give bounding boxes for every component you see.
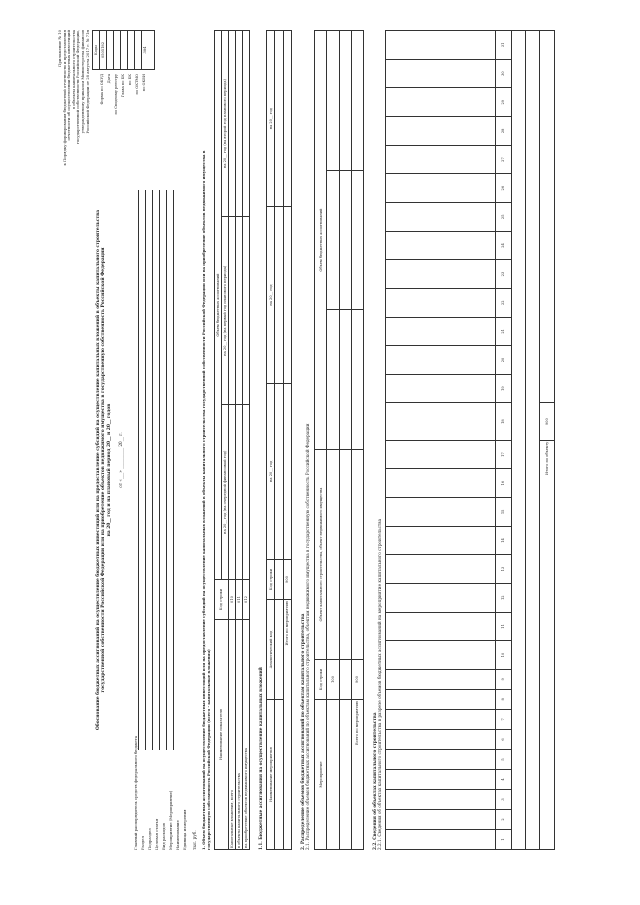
cell[interactable] xyxy=(327,170,339,310)
cell[interactable] xyxy=(283,207,291,383)
cell[interactable] xyxy=(283,31,291,207)
header-cell xyxy=(386,669,496,689)
value-cell[interactable] xyxy=(229,405,236,580)
col-number: 29 xyxy=(496,88,512,117)
col-header: на 20__ год (на первый год планового периода) xyxy=(222,217,229,405)
section2-subtitle: 2.1. Распределение объемов бюджетных ассигнований по объектам капитального строительства, объектам недвижимого имущества в государственную собственность Российской Федерации xyxy=(305,423,310,850)
col-number: 31 xyxy=(496,31,512,60)
header-cell xyxy=(386,174,496,203)
appendix-line: к Порядку формирования бюджетной отчетности и представления xyxy=(61,30,67,166)
cell[interactable] xyxy=(339,700,351,850)
col-header: Объем бюджетных ассигнований xyxy=(315,31,327,450)
header-cell xyxy=(386,59,496,88)
header-cell xyxy=(386,555,496,584)
title-line: Обоснование бюджетных ассигнований на осуществление бюджетных инвестиций или на предоставление субсидий на осуществление капитальных вложений в объекты капитального строительства xyxy=(96,209,101,731)
value-cell[interactable] xyxy=(236,405,243,580)
cell[interactable] xyxy=(275,207,283,383)
cell[interactable] xyxy=(327,450,339,660)
value-cell[interactable] xyxy=(236,217,243,405)
col-number: 16 xyxy=(496,469,512,498)
header-cell xyxy=(386,288,496,317)
col-number: 21 xyxy=(496,317,512,346)
row-label: на приобретение объектов недвижимого имущества xyxy=(243,620,250,850)
header-cell xyxy=(386,117,496,146)
header-cell xyxy=(386,829,496,849)
section22-title: 2.2. Сведения об объектах капитального строительства xyxy=(372,712,377,850)
cell[interactable] xyxy=(351,310,363,450)
header-cell xyxy=(386,202,496,231)
codes-header: Коды xyxy=(93,31,100,69)
total-label: Итого по мероприятию xyxy=(283,600,291,850)
total-code: 900 xyxy=(351,660,363,700)
header-cell xyxy=(386,749,496,769)
header-cell xyxy=(386,583,496,612)
cell[interactable] xyxy=(351,450,363,660)
header-cell xyxy=(386,709,496,729)
col-number: 19 xyxy=(496,374,512,403)
field-label: Наименование xyxy=(175,820,180,850)
col-header: Объем бюджетных ассигнований xyxy=(215,31,222,580)
col-number: 3 xyxy=(496,789,512,809)
field-underline[interactable] xyxy=(159,190,160,750)
field-underline[interactable] xyxy=(173,190,174,750)
cell[interactable] xyxy=(327,700,339,850)
appendix-line: Приложение № 10 xyxy=(57,30,62,67)
title-line: на 20__ год и на плановый период 20__ и 20__ годов xyxy=(106,403,112,537)
cell[interactable] xyxy=(339,170,351,310)
code-label: Форма по ОКУД xyxy=(100,74,104,105)
code-value[interactable] xyxy=(107,31,114,69)
title-line: государственной собственности Российской Федерации или на приобретение объектов недвижимого имущества в государственную собственность Российской Федерации xyxy=(101,247,107,693)
field-label: Раздел xyxy=(140,836,145,850)
col-number: 12 xyxy=(496,583,512,612)
data-row[interactable] xyxy=(511,31,525,850)
col-number: 8 xyxy=(496,689,512,709)
col-number: 11 xyxy=(496,612,512,641)
appendix-line: в объекты капитального строительства xyxy=(70,30,76,110)
row-code: 100 xyxy=(327,660,339,700)
col-number: 10 xyxy=(496,641,512,670)
value-cell[interactable] xyxy=(243,405,250,580)
col-number: 15 xyxy=(496,498,512,527)
appendix-line: государственной собственности Российской Федерации, xyxy=(75,30,81,145)
total-label: Всего по мероприятию xyxy=(351,700,363,850)
col-number: 20 xyxy=(496,346,512,375)
header-cell xyxy=(386,145,496,174)
value-cell[interactable] xyxy=(236,31,243,217)
appendix-block xyxy=(58,30,90,220)
header-cell xyxy=(386,317,496,346)
value-cell[interactable] xyxy=(229,31,236,217)
rotated-form xyxy=(52,20,572,860)
header-cell xyxy=(386,346,496,375)
col-header: Наименование мероприятия xyxy=(267,700,275,850)
col-header: на 20__ год xyxy=(267,31,275,207)
col-header: Аналитический код xyxy=(267,600,275,700)
col-header: Код строки xyxy=(315,660,327,700)
appendix-line: Российской Федерации от 28 августа 2017 г. № 71н xyxy=(84,30,90,134)
col-header: на 20__ год (на второй год планового периода) xyxy=(222,31,229,217)
col-number: 17 xyxy=(496,440,512,469)
header-cell xyxy=(386,469,496,498)
cell[interactable] xyxy=(339,450,351,660)
header-cell xyxy=(386,440,496,469)
col-header: на 20__ год xyxy=(267,383,275,559)
col-number: 7 xyxy=(496,709,512,729)
field-underline[interactable] xyxy=(145,190,146,750)
header-cell xyxy=(386,374,496,403)
cell[interactable] xyxy=(275,560,283,600)
col-number: 25 xyxy=(496,202,512,231)
col-number: 14 xyxy=(496,526,512,555)
total-code: 900 xyxy=(283,560,291,600)
row-label: Капитальные вложения, всего xyxy=(229,620,236,850)
col-number: 24 xyxy=(496,231,512,260)
row-code: 010 xyxy=(229,580,236,620)
row-label: в объекты капитального строительства xyxy=(236,620,243,850)
section2-title: 2. Распределение объемов бюджетных ассигнований по объектам капитального строительства xyxy=(300,613,305,850)
header-cell xyxy=(386,809,496,829)
col-header: Мероприятие xyxy=(315,700,327,850)
col-number: 26 xyxy=(496,174,512,203)
header-cell xyxy=(386,769,496,789)
code-value[interactable] xyxy=(121,31,128,69)
col-header: на 20__ год (на очередной финансовый год) xyxy=(222,405,229,580)
col-header: Код строки xyxy=(215,580,229,620)
field-label: Целевая статья xyxy=(154,818,159,850)
field-underline[interactable] xyxy=(152,190,153,750)
col-number: 22 xyxy=(496,288,512,317)
header-cell xyxy=(386,498,496,527)
value-cell[interactable] xyxy=(229,217,236,405)
total-code: 900 xyxy=(539,403,555,440)
total-row[interactable] xyxy=(539,31,555,403)
col-number: 27 xyxy=(496,145,512,174)
col-header: Код строки xyxy=(267,560,275,600)
field-label: Главный распорядитель средств федерального бюджета xyxy=(133,735,138,850)
section22-subtitle: 2.2.1. Сведения об объектах капитального строительства в разрезе объемов бюджетных ассигнований на мероприятие капитального строительства xyxy=(377,518,382,850)
code-label: по ОКТМО xyxy=(135,74,139,95)
header-cell xyxy=(386,231,496,260)
col-number: 2 xyxy=(496,809,512,829)
header-cell xyxy=(386,526,496,555)
field-label: Вид расходов xyxy=(161,823,166,850)
header-cell xyxy=(386,612,496,641)
col-number: 9 xyxy=(496,669,512,689)
value-cell[interactable] xyxy=(243,31,250,217)
section2-table xyxy=(314,30,364,850)
header-cell xyxy=(386,689,496,709)
section1-title: 1. Объем бюджетных ассигнований на осуществление бюджетных инвестиций или на предоставление субсидий на осуществление капитальных вложений в объекты капитального строительства государственной собственности Российской Федерации или на приобретение объектов недвижимого имущества в государственную собственность Российской Федерации (всего - капитальные вложения) xyxy=(201,150,211,850)
section22-table xyxy=(385,30,555,850)
codes-box xyxy=(92,30,155,70)
value-cell[interactable] xyxy=(243,217,250,405)
appendix-line: утвержденному приказом Министерства финансов xyxy=(79,30,85,134)
field-label: Мероприятие (Мероприятие) xyxy=(168,790,173,850)
header-cell xyxy=(386,88,496,117)
unit-note: тыс. руб. xyxy=(192,830,197,850)
header-cell xyxy=(386,31,496,60)
header-cell xyxy=(386,789,496,809)
cell[interactable] xyxy=(275,600,283,700)
cell[interactable] xyxy=(351,31,363,171)
total-label: Итого по объекту xyxy=(539,440,555,849)
cell[interactable] xyxy=(275,700,283,850)
code-label: по Сводному реестру xyxy=(114,74,118,115)
code-value[interactable] xyxy=(114,31,121,69)
col-number: 30 xyxy=(496,59,512,88)
col-number: 13 xyxy=(496,555,512,584)
date-line: от «___» __________ 20__ г. xyxy=(118,432,123,488)
cell[interactable] xyxy=(327,31,339,171)
cell[interactable] xyxy=(327,310,339,450)
row-code: 011 xyxy=(236,580,243,620)
code-label: по ОКЕИ xyxy=(142,74,146,92)
header-cell xyxy=(386,260,496,289)
code-value[interactable] xyxy=(135,31,142,69)
cell[interactable] xyxy=(351,170,363,310)
col-header: на 20__ год xyxy=(267,207,275,383)
header-cell xyxy=(386,403,496,440)
section1-table xyxy=(214,30,250,850)
code-value[interactable]: 384 xyxy=(143,46,147,54)
field-underline[interactable] xyxy=(166,190,167,750)
col-number: 5 xyxy=(496,749,512,769)
form-title xyxy=(96,140,112,800)
cell[interactable] xyxy=(283,383,291,559)
cell[interactable] xyxy=(275,383,283,559)
code-value[interactable] xyxy=(128,31,135,69)
cell[interactable] xyxy=(275,31,283,207)
field-label: Единица измерения xyxy=(182,809,187,850)
row-code: 012 xyxy=(243,580,250,620)
code-label: Глава по БК xyxy=(121,74,125,98)
section11-table xyxy=(266,30,292,850)
cell[interactable] xyxy=(339,660,351,700)
section11-title: 1.1. Бюджетные ассигнования на осуществление капитальных вложений xyxy=(258,667,263,850)
col-number: 18 xyxy=(496,403,512,440)
codes-labels xyxy=(99,74,148,170)
col-header: Наименование показателя xyxy=(215,620,229,850)
field-label: Подраздел xyxy=(147,828,152,850)
code-value[interactable]: 0505182 xyxy=(100,31,107,69)
field-underline[interactable] xyxy=(138,190,139,750)
col-number: 28 xyxy=(496,117,512,146)
appendix-line: отчетности об осуществлении бюджетных инвестиций xyxy=(66,30,72,141)
col-number: 6 xyxy=(496,729,512,749)
col-number: 1 xyxy=(496,829,512,849)
cell[interactable] xyxy=(339,31,351,171)
header-cell xyxy=(386,641,496,670)
code-label: по БК xyxy=(128,74,132,86)
fields-block xyxy=(132,450,188,850)
code-label: Дата xyxy=(107,74,111,84)
col-header: Объект капитального строительства, объект недвижимого имущества xyxy=(315,450,327,660)
header-cell xyxy=(386,729,496,749)
data-row[interactable] xyxy=(525,31,539,850)
col-number: 4 xyxy=(496,769,512,789)
cell[interactable] xyxy=(339,310,351,450)
col-number: 23 xyxy=(496,260,512,289)
